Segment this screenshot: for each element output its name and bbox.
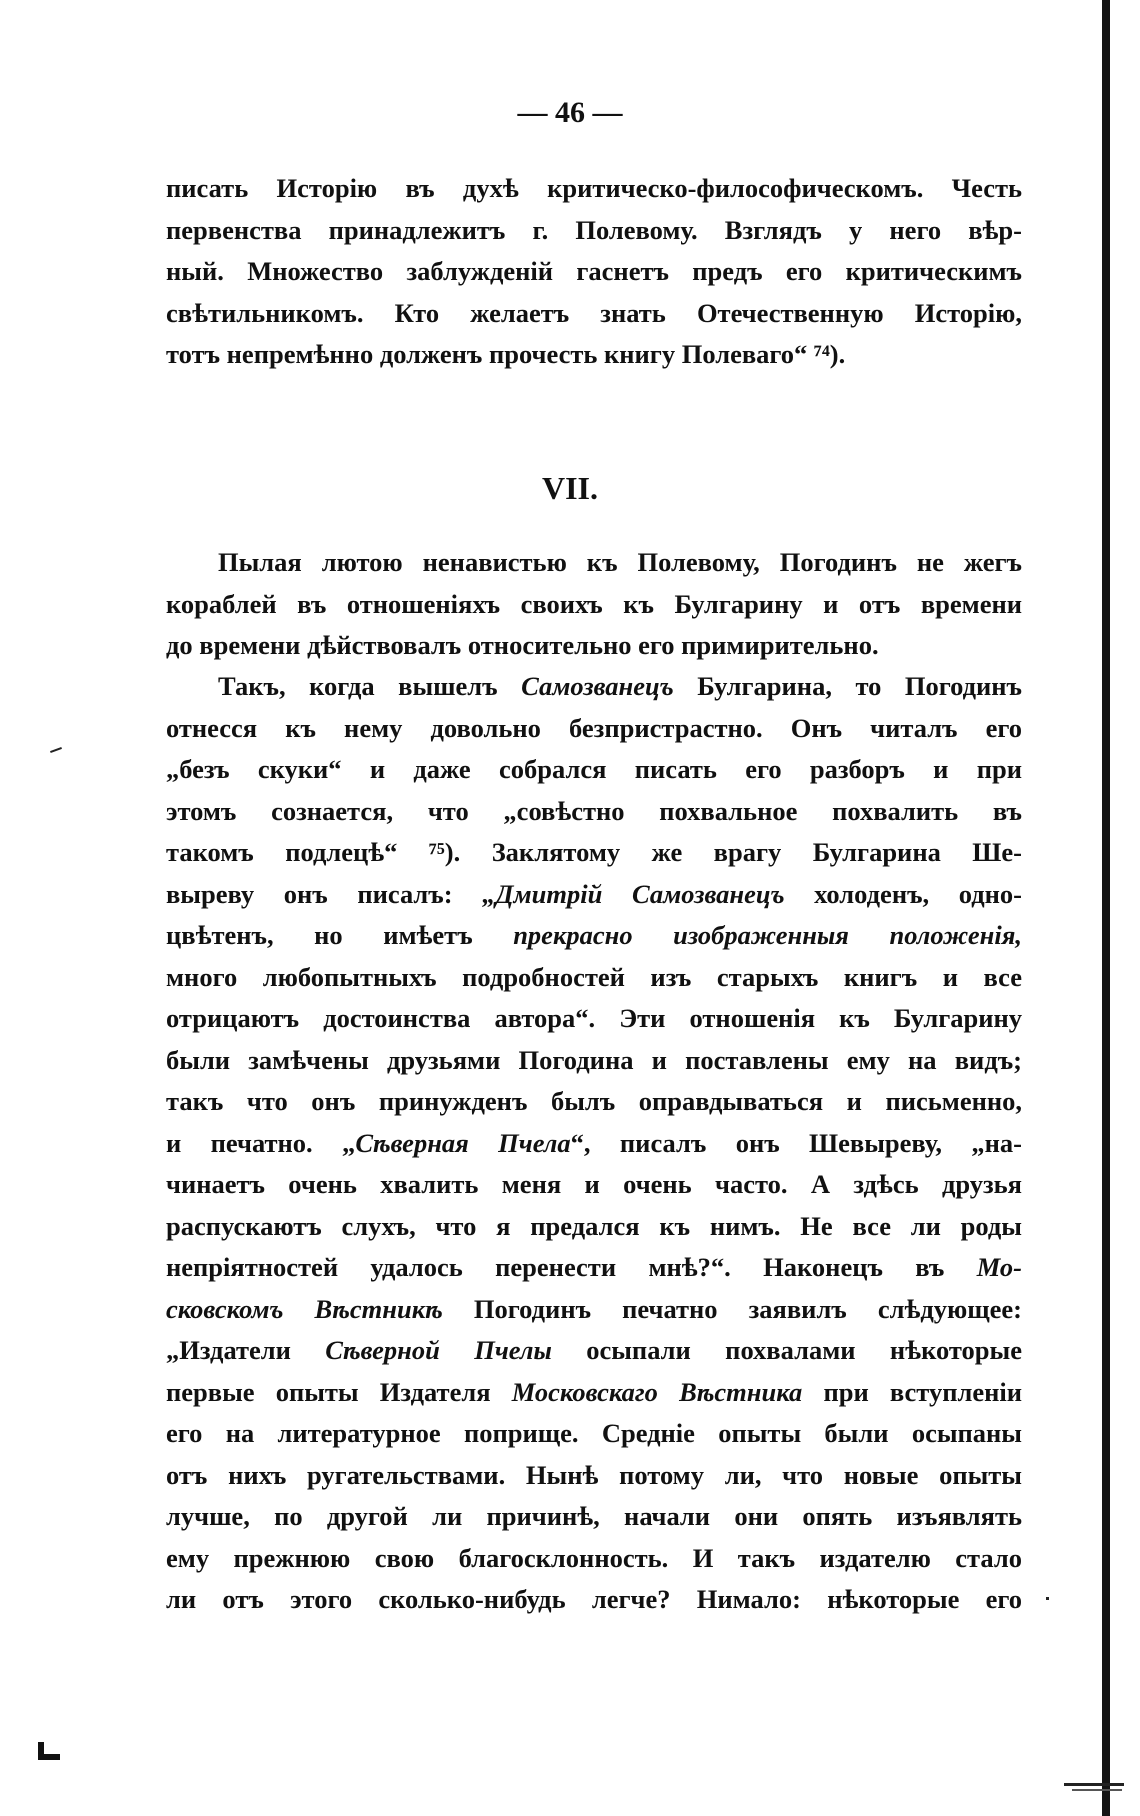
corner-mark-icon	[36, 1740, 62, 1762]
text-line: ему прежнюю свою благосклонность. И такъ издателю стало	[166, 1542, 1022, 1573]
text-line: много любопытныхъ подробностей изъ старыхъ книгъ и все	[166, 961, 1022, 992]
page-number: — 46 —	[517, 96, 623, 129]
text-line: цвѣтенъ, но имѣетъ прекрасно изображенныя положенія,	[166, 920, 1022, 950]
text-line: были замѣчены друзьями Погодина и поставлены ему на видъ;	[166, 1044, 1022, 1075]
text-line: сковскомъ Вѣстникѣ Погодинъ печатно заявилъ слѣдующее:	[166, 1293, 1023, 1324]
text-line: первенства принадлежитъ г. Полевому. Взглядъ у него вѣр-	[166, 214, 1022, 245]
scan-dash	[1064, 1783, 1124, 1786]
text-line: отнесся къ нему довольно безпристрастно. Онъ читалъ его	[166, 712, 1022, 743]
text-line: этомъ сознается, что „совѣстно похвальное похвалить въ	[166, 795, 1022, 826]
text-line: отъ нихъ ругательствами. Нынѣ потому ли, что новые опыты	[166, 1459, 1022, 1490]
text-line: тотъ непремѣнно долженъ прочесть книгу Полеваго“ ⁷⁴).	[166, 339, 846, 369]
text-line: такъ что онъ принужденъ былъ оправдываться и письменно,	[166, 1086, 1022, 1116]
text-line: отрицаютъ достоинства автора“. Эти отношенія къ Булгарину	[166, 1003, 1022, 1033]
text-line: ный. Множество заблужденій гаснетъ предъ его критическимъ	[166, 256, 1022, 286]
scan-dash	[1072, 1789, 1122, 1791]
text-line: первые опыты Издателя Московскаго Вѣстника при вступленіи	[166, 1376, 1023, 1407]
text-line: Пылая лютою ненавистью къ Полевому, Погодинъ не жегъ	[218, 547, 1022, 577]
text-line: до времени дѣйствовалъ относительно его примирительно.	[166, 630, 879, 660]
paragraph-2	[166, 666, 1022, 1621]
text-line: лучше, по другой ли причинѣ, начали они опять изъявлять	[166, 1501, 1022, 1531]
text-line: „безъ скуки“ и даже собрался писать его разборъ и при	[166, 754, 1022, 784]
text-line: непріятностей удалось перенести мнѣ?“. Наконецъ въ Мо-	[166, 1252, 1022, 1282]
opening-paragraph	[166, 168, 1022, 376]
page-edge-rule	[1102, 0, 1110, 1816]
text-line: кораблей въ отношеніяхъ своихъ къ Булгарину и отъ времени	[166, 588, 1022, 619]
text-line: чинаетъ очень хвалить меня и очень часто. А здѣсь друзья	[166, 1169, 1022, 1199]
paragraph-1	[166, 542, 1022, 667]
scan-speck	[50, 747, 62, 753]
text-line: ли отъ этого сколько-нибудь легче? Нимало: нѣкоторые его	[166, 1584, 1022, 1614]
section-heading: VII.	[541, 470, 598, 506]
text-line: выреву онъ писалъ: „Дмитрій Самозванецъ холоденъ, одно-	[166, 878, 1022, 909]
text-line: „Издатели Сѣверной Пчелы осыпали похвалами нѣкоторые	[166, 1335, 1022, 1365]
text-line: его на литературное поприще. Средніе опыты были осыпаны	[166, 1418, 1022, 1448]
text-line: такомъ подлецѣ“ ⁷⁵). Заклятому же врагу Булгарина Ше-	[166, 837, 1022, 867]
text-line: свѣтильникомъ. Кто желаетъ знать Отечественную Исторію,	[166, 297, 1022, 328]
scan-speck	[1046, 1597, 1049, 1600]
text-line: распускаютъ слухъ, что я предался къ нимъ. Не все ли роды	[166, 1210, 1022, 1241]
text-line: писать Исторію въ духѣ критическо-философическомъ. Честь	[166, 173, 1022, 203]
text-line: и печатно. „Сѣверная Пчела“, писалъ онъ Шевыреву, „на-	[166, 1127, 1022, 1158]
text-line: Такъ, когда вышелъ Самозванецъ Булгарина, то Погодинъ	[218, 671, 1022, 701]
